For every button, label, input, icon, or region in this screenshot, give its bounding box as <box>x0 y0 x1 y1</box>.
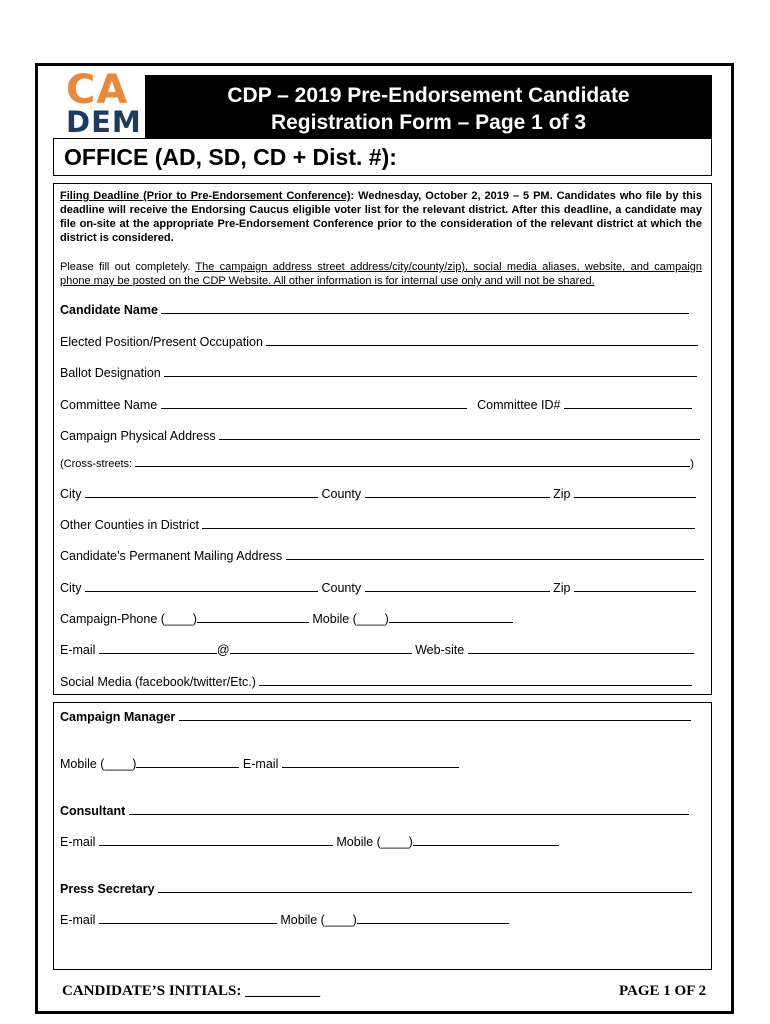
instructions-paragraph <box>60 260 702 288</box>
campaign-phone-input[interactable] <box>197 610 309 623</box>
ps-email-input[interactable] <box>99 911 277 924</box>
elected-position-row <box>60 333 698 349</box>
elected-position-label: Elected Position/Present Occupation <box>60 335 263 349</box>
consultant-row <box>60 802 689 818</box>
county-label: County <box>321 487 362 501</box>
mailing-zip-input[interactable] <box>574 579 696 592</box>
cm-mobile-input[interactable] <box>136 755 239 768</box>
website-label: Web-site <box>415 643 465 657</box>
email-user-input[interactable] <box>99 641 217 654</box>
ps-mobile-label: Mobile (____) <box>280 913 357 927</box>
email-at-sign: @ <box>216 643 230 657</box>
mobile-label: Mobile (____) <box>312 612 389 626</box>
committee-id-label: Committee ID# <box>477 398 561 412</box>
cross-streets-row <box>60 456 694 470</box>
county-input[interactable] <box>365 485 550 498</box>
elected-position-input[interactable] <box>266 333 698 346</box>
city-label: City <box>60 487 82 501</box>
press-secretary-input[interactable] <box>158 880 692 893</box>
social-media-row <box>60 673 692 689</box>
campaign-manager-label: Campaign Manager <box>60 710 176 724</box>
campaign-manager-input[interactable] <box>179 708 691 721</box>
title-line-1: CDP – 2019 Pre-Endorsement Candidate <box>227 84 630 107</box>
ballot-designation-input[interactable] <box>164 364 697 377</box>
con-email-input[interactable] <box>99 833 333 846</box>
mailing-city-county-zip-row <box>60 579 696 595</box>
campaign-manager-contact-row <box>60 755 459 771</box>
campaign-address-row <box>60 427 700 443</box>
phone-row <box>60 610 513 626</box>
filing-deadline-paragraph <box>60 189 702 245</box>
candidate-initials: CANDIDATE’S INITIALS: __________ <box>62 983 321 999</box>
cross-streets-input[interactable] <box>135 456 690 467</box>
con-mobile-input[interactable] <box>413 833 559 846</box>
mobile-input[interactable] <box>389 610 513 623</box>
filing-deadline-body: : Wednesday, October 2, 2019 – 5 PM. Candidates who file by this deadline will receive the Endorsing Caucus eligible voter list for the relevant district. After this deadline, a candidate may file on-site at the appropriate Pre-Endorsement Conference prior to the consideration of the relevant district at which the district is considered. <box>60 190 702 244</box>
mailing-address-input[interactable] <box>286 547 704 560</box>
instructions-lead: Please fill out completely. <box>60 261 196 273</box>
mailing-address-label: Candidate’s Permanent Mailing Address <box>60 549 283 563</box>
campaign-address-input[interactable] <box>219 427 700 440</box>
press-secretary-contact-row <box>60 911 509 927</box>
mailing-city-input[interactable] <box>85 579 318 592</box>
zip-label: Zip <box>553 487 571 501</box>
page-number: PAGE 1 OF 2 <box>619 983 707 999</box>
other-counties-input[interactable] <box>202 516 695 529</box>
campaign-address-label: Campaign Physical Address <box>60 429 216 443</box>
press-secretary-label: Press Secretary <box>60 882 155 896</box>
mailing-zip-label: Zip <box>553 581 571 595</box>
ps-mobile-input[interactable] <box>357 911 509 924</box>
ballot-designation-label: Ballot Designation <box>60 366 161 380</box>
mailing-county-label: County <box>321 581 362 595</box>
filing-deadline-heading: Filing Deadline (Prior to Pre-Endorsement Conference) <box>60 190 351 202</box>
instructions-underlined: The campaign address street address/city/county/zip), social media aliases, website, and campaign phone may be posted on the CDP Website. All other information is for internal use only and will not be shared. <box>60 261 702 287</box>
cm-mobile-label: Mobile (____) <box>60 757 137 771</box>
committee-id-input[interactable] <box>564 396 692 409</box>
website-input[interactable] <box>468 641 694 654</box>
cm-email-input[interactable] <box>282 755 459 768</box>
other-counties-label: Other Counties in District <box>60 518 199 532</box>
social-media-label: Social Media (facebook/twitter/Etc.) <box>60 675 256 689</box>
form-title <box>145 75 712 138</box>
committee-name-label: Committee Name <box>60 398 158 412</box>
logo-ca-text: CA <box>66 67 129 113</box>
consultant-contact-row <box>60 833 559 849</box>
logo-dem-text: DEM <box>66 105 142 139</box>
city-county-zip-row <box>60 485 696 501</box>
con-email-label: E-mail <box>60 835 96 849</box>
cadem-logo <box>66 67 146 139</box>
committee-name-input[interactable] <box>161 396 467 409</box>
campaign-phone-label: Campaign-Phone (____) <box>60 612 197 626</box>
other-counties-row <box>60 516 695 532</box>
cross-streets-label: (Cross-streets: <box>60 458 133 470</box>
campaign-manager-row <box>60 708 691 724</box>
mailing-county-input[interactable] <box>365 579 550 592</box>
title-line-2: Registration Form – Page 1 of 3 <box>270 111 587 134</box>
ballot-designation-row <box>60 364 697 380</box>
candidate-name-label: Candidate Name <box>60 303 158 317</box>
office-label: OFFICE (AD, SD, CD + Dist. #): <box>64 144 397 170</box>
cross-streets-close: ) <box>690 458 694 470</box>
cm-email-label: E-mail <box>242 757 279 771</box>
email-domain-input[interactable] <box>230 641 412 654</box>
con-mobile-label: Mobile (____) <box>336 835 413 849</box>
mailing-city-label: City <box>60 581 82 595</box>
zip-input[interactable] <box>574 485 696 498</box>
ps-email-label: E-mail <box>60 913 96 927</box>
email-website-row <box>60 641 694 657</box>
consultant-label: Consultant <box>60 804 126 818</box>
committee-row <box>60 396 692 412</box>
consultant-input[interactable] <box>129 802 689 815</box>
social-media-input[interactable] <box>259 673 692 686</box>
candidate-name-row <box>60 301 689 317</box>
email-label: E-mail <box>60 643 96 657</box>
office-field[interactable] <box>53 138 712 176</box>
city-input[interactable] <box>85 485 318 498</box>
press-secretary-row <box>60 880 692 896</box>
candidate-name-input[interactable] <box>161 301 689 314</box>
mailing-address-row <box>60 547 704 563</box>
